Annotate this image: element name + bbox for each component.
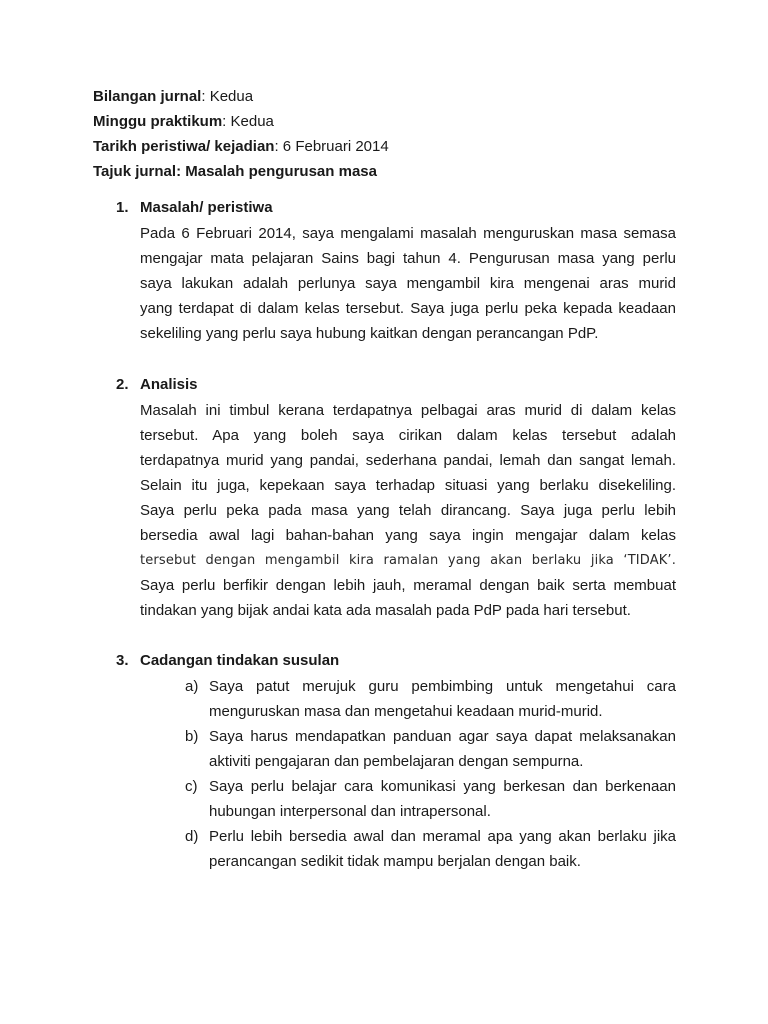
bilangan-jurnal-line xyxy=(93,86,693,111)
paragraph-line: tersebut. Apa yang boleh saya cirikan dalam kelas tersebut adalah xyxy=(140,427,676,444)
paragraph-line: tindakan yang bijak andai kata ada masalah pada PdP pada hari tersebut. xyxy=(140,602,631,619)
minggu-praktikum-line xyxy=(93,111,693,136)
recommendation-list xyxy=(185,674,676,874)
list-item-line: aktiviti pengajaran dan pembelajaran dengan sempurna. xyxy=(209,753,584,770)
list-item-letter: c) xyxy=(185,778,198,795)
paragraph-line: mengajar mata pelajaran Sains bagi tahun 4. Pengurusan masa yang perlu xyxy=(140,250,676,267)
paragraph-line: saya lakukan adalah perlunya saya mengambil kira mengenai aras murid xyxy=(140,275,676,292)
list-item-line: menguruskan masa dan mengetahui keadaan murid-murid. xyxy=(209,703,603,720)
paragraph-line: Masalah ini timbul kerana terdapatnya pelbagai aras murid di dalam kelas xyxy=(140,402,676,419)
paragraph-line: Selain itu juga, kepekaan saya terhadap situasi yang berlaku disekeliling. xyxy=(140,477,676,494)
section-cadangan xyxy=(116,650,676,874)
bilangan-jurnal-label: Bilangan jurnal xyxy=(93,88,202,105)
section-number: 1. xyxy=(116,199,129,216)
tajuk-jurnal-label: Tajuk jurnal: Masalah pengurusan masa xyxy=(93,163,377,180)
section-number: 2. xyxy=(116,376,129,393)
list-item xyxy=(185,774,676,824)
list-item-text xyxy=(209,674,676,724)
minggu-praktikum-value: : Kedua xyxy=(222,113,274,130)
paragraph-line: Saya perlu berfikir dengan lebih jauh, meramal dengan baik serta membuat xyxy=(140,577,676,594)
journal-metadata xyxy=(93,86,693,186)
paragraph-line: sekeliling yang perlu saya hubung kaitkan dengan perancangan PdP. xyxy=(140,325,599,342)
paragraph-line: Saya perlu peka pada masa yang telah dirancang. Saya juga perlu lebih xyxy=(140,502,676,519)
section-paragraph xyxy=(140,398,676,623)
list-item-line: Saya harus mendapatkan panduan agar saya dapat melaksanakan xyxy=(209,728,676,745)
list-item-line: hubungan interpersonal dan intrapersonal. xyxy=(209,803,491,820)
list-item-text xyxy=(209,724,676,774)
bilangan-jurnal-value: : Kedua xyxy=(201,88,254,105)
paragraph-line: tersebut dengan mengambil kira ramalan yang akan berlaku jika ‘TIDAK’. xyxy=(140,553,676,568)
paragraph-line: bersedia awal lagi bahan-bahan yang saya ingin mengajar dalam kelas xyxy=(140,527,676,544)
list-item-text xyxy=(209,774,676,824)
list-item-letter: b) xyxy=(185,728,199,745)
section-heading xyxy=(116,197,676,221)
tarikh-peristiwa-label: Tarikh peristiwa/ kejadian xyxy=(93,138,275,155)
section-title: Cadangan tindakan susulan xyxy=(140,652,340,669)
list-item-letter: a) xyxy=(185,678,199,695)
section-title: Masalah/ peristiwa xyxy=(140,199,273,216)
section-number: 3. xyxy=(116,652,129,669)
section-title: Analisis xyxy=(140,376,198,393)
list-item-letter: d) xyxy=(185,828,199,845)
list-item xyxy=(185,724,676,774)
section-heading xyxy=(116,374,676,398)
paragraph-line: yang terdapat di dalam kelas tersebut. Saya juga perlu peka kepada keadaan xyxy=(140,300,676,317)
section-masalah xyxy=(116,197,676,346)
paragraph-line: Pada 6 Februari 2014, saya mengalami masalah menguruskan masa semasa xyxy=(140,225,676,242)
tarikh-peristiwa-value: : 6 Februari 2014 xyxy=(274,138,389,155)
tajuk-jurnal-line xyxy=(93,161,693,186)
list-item-line: Saya patut merujuk guru pembimbing untuk mengetahui cara xyxy=(209,678,676,695)
list-item-line: perancangan sedikit tidak mampu berjalan dengan baik. xyxy=(209,853,581,870)
minggu-praktikum-label: Minggu praktikum xyxy=(93,113,223,130)
section-analisis xyxy=(116,374,676,623)
list-item-line: Perlu lebih bersedia awal dan meramal apa yang akan berlaku jika xyxy=(209,828,676,845)
tarikh-peristiwa-line xyxy=(93,136,693,161)
paragraph-line: terdapatnya murid yang pandai, sederhana pandai, lemah dan sangat lemah. xyxy=(140,452,676,469)
list-item-line: Saya perlu belajar cara komunikasi yang berkesan dan berkenaan xyxy=(209,778,676,795)
section-heading xyxy=(116,650,676,674)
list-item xyxy=(185,674,676,724)
section-paragraph xyxy=(140,221,676,346)
list-item xyxy=(185,824,676,874)
list-item-text xyxy=(209,824,676,874)
